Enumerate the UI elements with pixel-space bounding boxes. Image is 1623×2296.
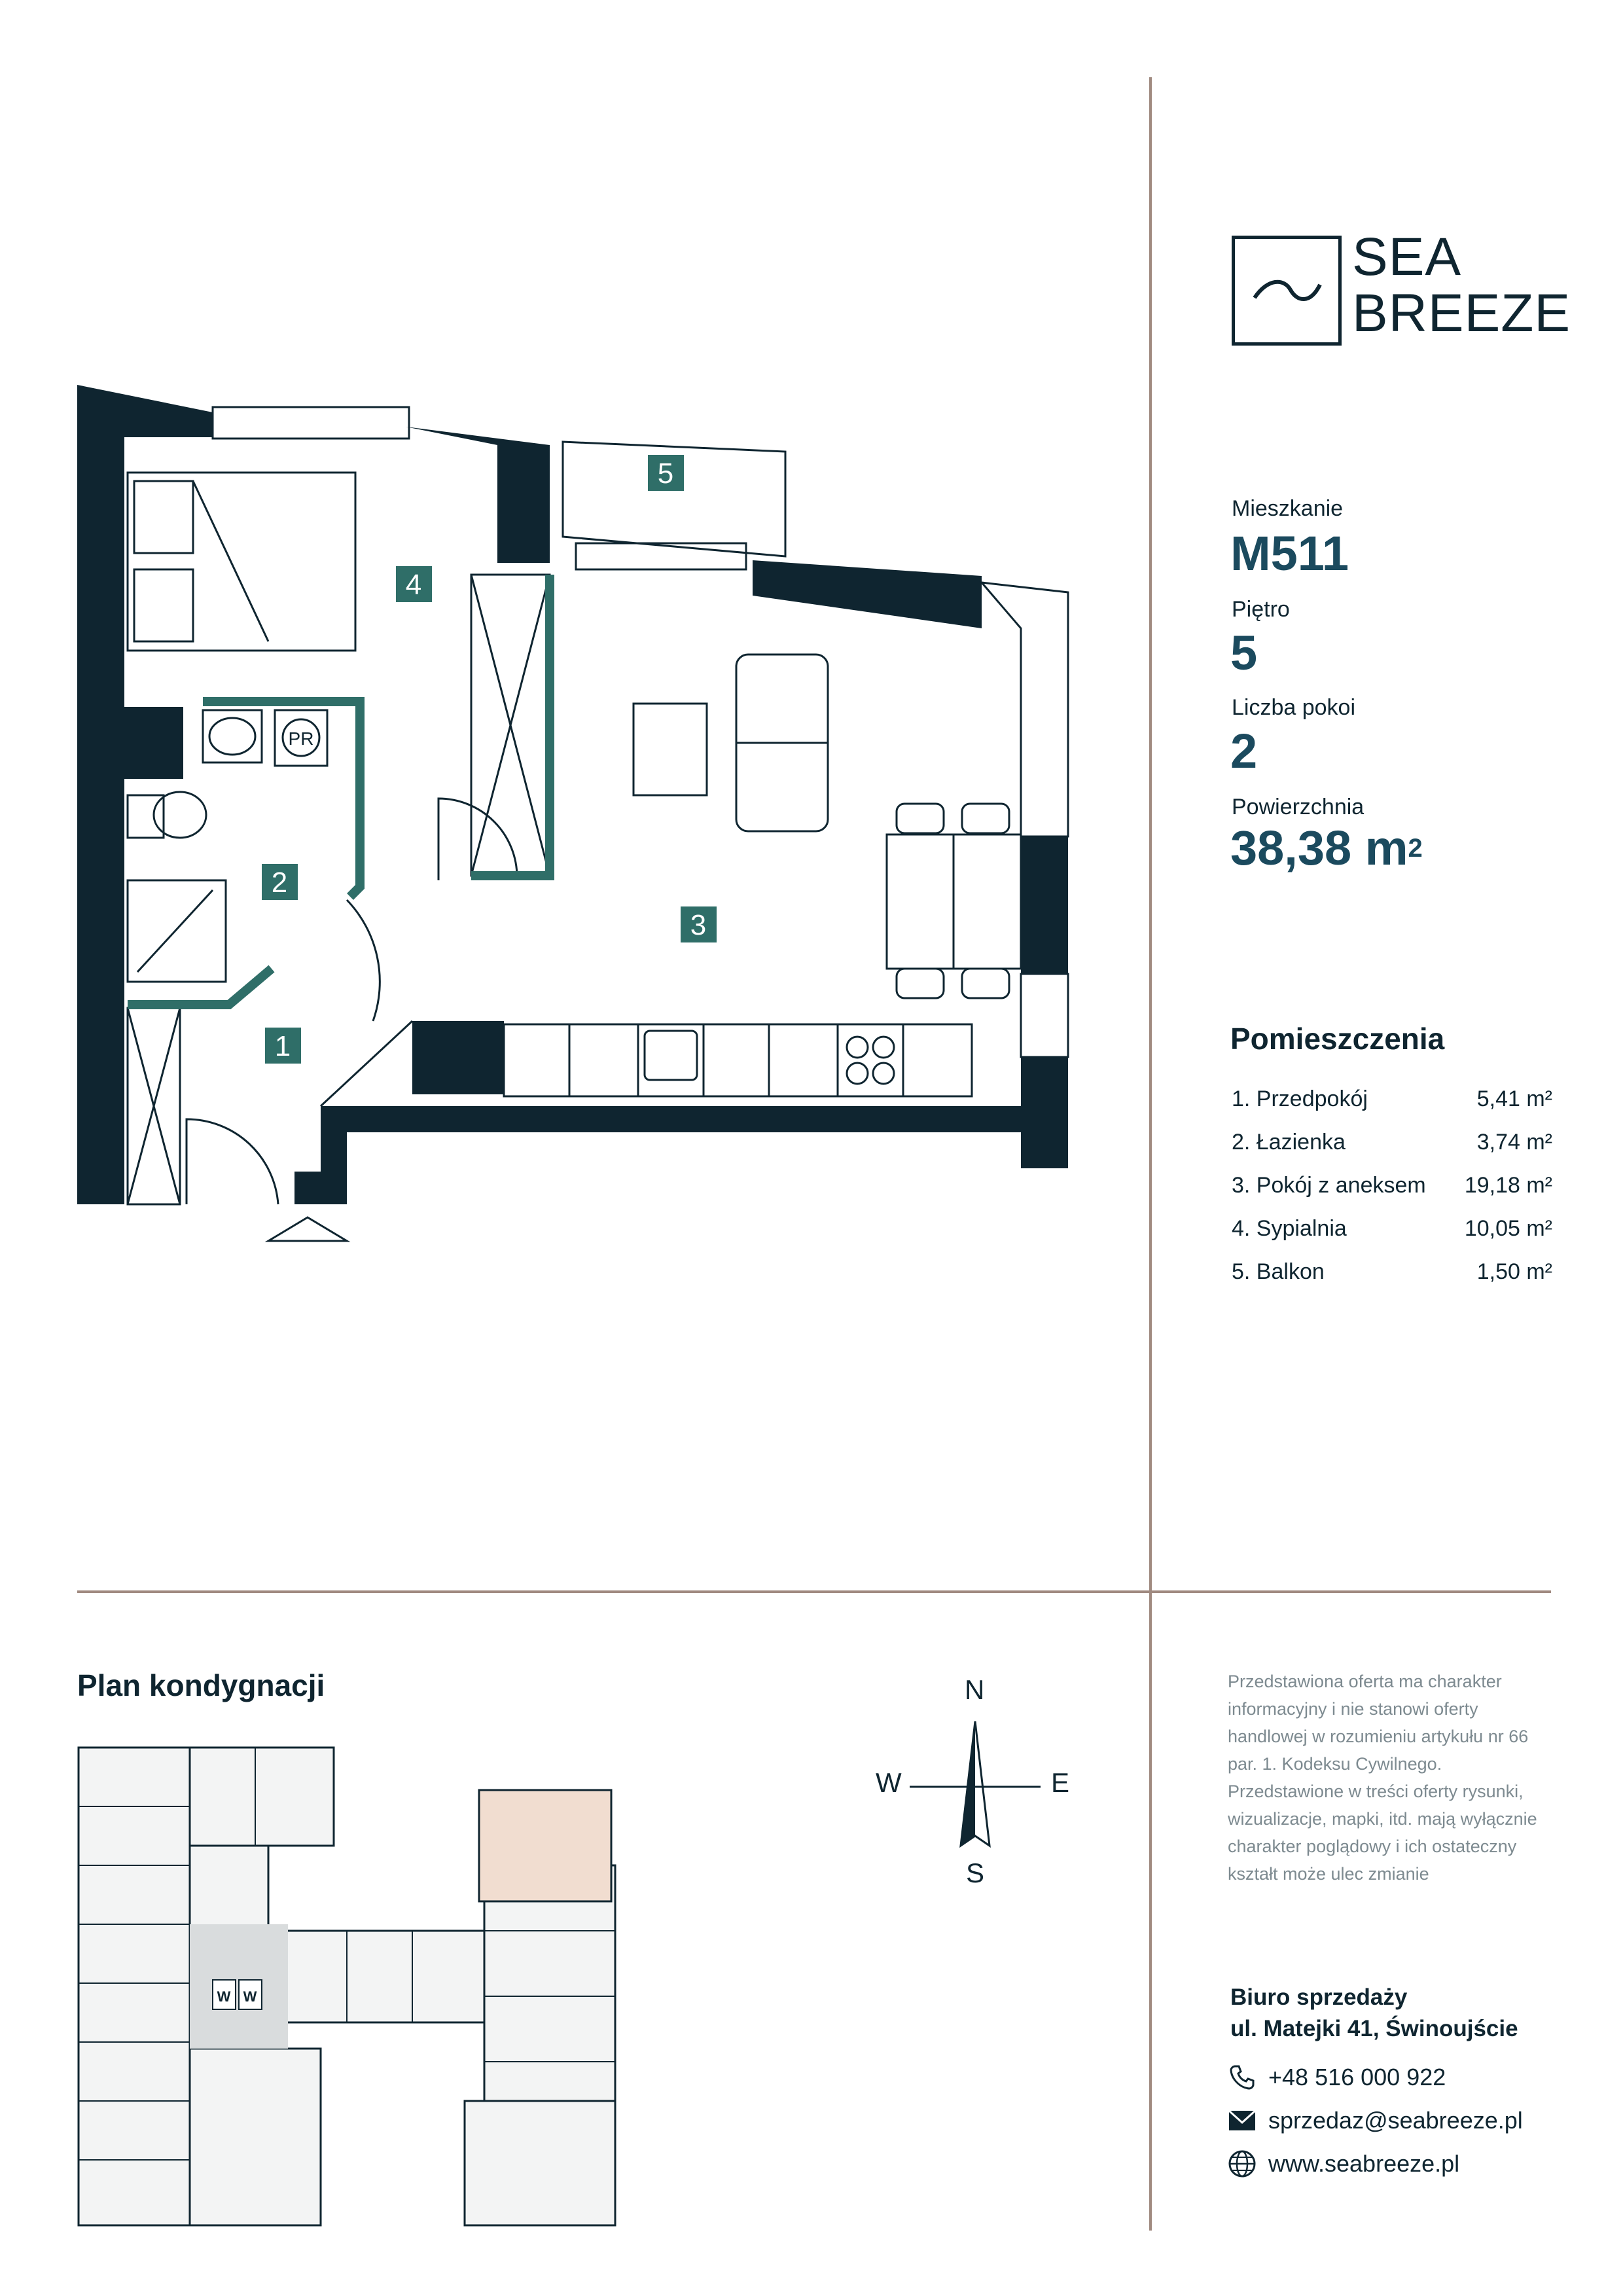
phone-icon	[1228, 2063, 1257, 2092]
compass-s: S	[966, 1857, 985, 1888]
room-row	[1232, 1130, 1552, 1155]
rooms-title: Pomieszczenia	[1230, 1022, 1445, 1056]
unit-label: Mieszkanie	[1232, 496, 1344, 521]
room-area: 19,18 m²	[1464, 1173, 1552, 1198]
room-area: 10,05 m²	[1464, 1216, 1552, 1241]
accent-walls	[128, 575, 550, 1005]
room-area: 5,41 m²	[1476, 1086, 1552, 1111]
logo-line-1: SEA	[1352, 227, 1462, 287]
room-name: 4. Sypialnia	[1232, 1216, 1347, 1241]
website-url[interactable]: www.seabreeze.pl	[1268, 2150, 1460, 2177]
compass-e: E	[1051, 1767, 1070, 1798]
walls	[77, 385, 1068, 1204]
phone-number[interactable]: +48 516 000 922	[1268, 2064, 1446, 2090]
room-number-2: 2	[271, 867, 288, 899]
floor-plan-title: Plan kondygnacji	[77, 1668, 325, 1702]
office-address: ul. Matejki 41, Świnoujście	[1230, 2016, 1518, 2041]
globe-icon	[1228, 2149, 1257, 2178]
room-name: 2. Łazienka	[1232, 1130, 1346, 1155]
phone-contact[interactable]	[1228, 2063, 1446, 2092]
toilet-label: PR	[288, 728, 314, 749]
room-area: 1,50 m²	[1476, 1259, 1552, 1284]
room-number-4: 4	[405, 569, 422, 601]
rooms-count-value: 2	[1230, 724, 1258, 778]
room-number-1: 1	[274, 1030, 291, 1062]
apartment-floorplan	[65, 367, 1086, 1270]
mail-icon	[1228, 2106, 1257, 2135]
compass-w: W	[876, 1767, 902, 1798]
area-superscript: 2	[1408, 834, 1423, 863]
horizontal-divider	[77, 1590, 1551, 1593]
compass-n: N	[965, 1674, 985, 1705]
disclaimer: Przedstawiona oferta ma charakter informacyjny i nie stanowi oferty handlowej w rozumieniu artykułu nr 66 par. 1. Kodeksu Cywilnego. Przedstawione w treści oferty rysunki, wizualizacje, mapki, itd. mają wyłącznie charakter poglądowy i ich ostateczny kształt może ulec zmianie	[1228, 1672, 1537, 1884]
logo-line-2: BREEZE	[1352, 283, 1571, 343]
office-title: Biuro sprzedaży	[1230, 1984, 1408, 2010]
room-row	[1232, 1259, 1552, 1285]
building-floor-plan	[72, 1734, 622, 2238]
room-name: 3. Pokój z aneksem	[1232, 1173, 1426, 1198]
room-number-3: 3	[690, 909, 707, 941]
room-row	[1232, 1216, 1552, 1242]
logo-text	[1352, 229, 1571, 342]
area-value	[1230, 822, 1423, 874]
email-address[interactable]: sprzedaz@seabreeze.pl	[1268, 2107, 1523, 2134]
room-row	[1232, 1086, 1552, 1112]
floor-label: Piętro	[1232, 597, 1290, 622]
room-name: 5. Balkon	[1232, 1259, 1325, 1284]
floor-value: 5	[1230, 626, 1258, 680]
w-label-1: W	[217, 1988, 231, 2005]
wave-icon	[1235, 239, 1338, 342]
room-row	[1232, 1173, 1552, 1198]
highlighted-unit	[479, 1790, 611, 1901]
web-contact[interactable]	[1228, 2149, 1459, 2178]
sales-office	[1230, 1982, 1518, 2045]
area-number: 38,38 m	[1230, 821, 1408, 875]
logo-mark	[1232, 236, 1342, 346]
room-number-5: 5	[657, 457, 674, 490]
compass-icon	[903, 1715, 1047, 1859]
area-label: Powierzchnia	[1232, 795, 1364, 819]
unit-value: M511	[1230, 526, 1349, 581]
email-contact[interactable]	[1228, 2106, 1523, 2135]
vertical-divider	[1149, 77, 1152, 2231]
w-label-2: W	[243, 1988, 257, 2005]
room-name: 1. Przedpokój	[1232, 1086, 1368, 1111]
room-area: 3,74 m²	[1476, 1130, 1552, 1155]
rooms-count-label: Liczba pokoi	[1232, 695, 1356, 720]
